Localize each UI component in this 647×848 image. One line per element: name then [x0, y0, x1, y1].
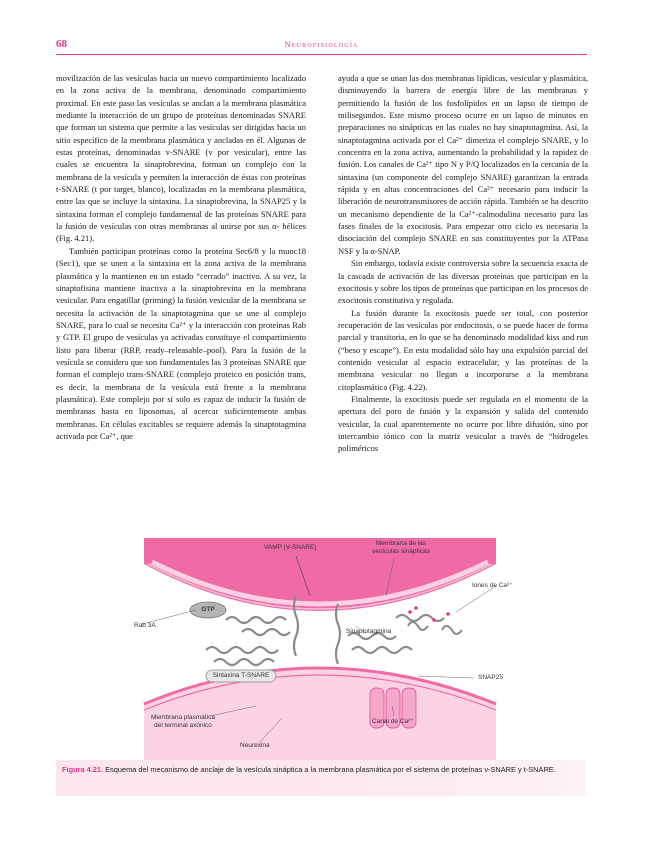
figure-4-21 [56, 538, 586, 760]
label-synaptotagmin: Sinaptotagmina [346, 628, 392, 635]
caption-tag: Figura 4.21. [62, 765, 104, 774]
label-syntaxin: Sintaxina T-SNARE [212, 672, 270, 679]
synaptic-vesicle [144, 538, 496, 611]
label-line: Membrana plasmática [151, 714, 215, 721]
page-number: 68 [56, 38, 67, 50]
running-title: Neurofisiología [284, 39, 359, 49]
snare-diagram [56, 538, 586, 760]
left-column [56, 72, 306, 442]
paragraph: La fusión durante la exocitosis puede ser total, con posterior recuperación de las vesículas por endocitosis, o se puede hacer de forma parcial y transitoria, en lo que se ha denominado modalidad kiss and run (“beso y escape”). En esta modalidad sólo hay una expulsión parcial del contenido vesicular al espacio extracelular, y las proteínas de la membrana vesicular no llegan a incorporarse a la membrana citoplasmática (Fig. 4.22). [338, 307, 588, 392]
label-neurexin: Neurexina [240, 742, 270, 749]
right-column [338, 72, 588, 455]
label-calcium-ions: Iones de Ca²⁺ [472, 582, 513, 589]
paragraph: movilización de las vesículas hacia un nuevo compartimiento localizado en la zona activa de la membrana, denominado compartimiento proximal. En este paso las vesículas se anclan a la membrana plasmática mediante la interacción de un grupo de proteínas denominadas SNARE que forman un sistema que permite a las vesículas ser dirigidas hacia un sitio específico de la membrana plasmática y ancladas en él. Algunas de estas proteínas, denominadas v-SNARE (v por vesicular), entre las cuales se encuentra la sinaptobrevina, forman un complejo con la membrana de la vesícula y permiten la interacción de éstas con proteínas t-SNARE (t por target, blanco), localizadas en la membrana plasmática, entre las que se incluye la sintaxina. La sinaptobrevina, la SNAP25 y la sintaxina forman el complejo fundamental de las proteínas SNARE para la fusión de vesículas con otras membranas al unirse por sus α- hélices (Fig. 4.21). [56, 73, 306, 244]
label-line: vesículas sinápticas [372, 548, 430, 555]
label-line: del terminal axónico [154, 722, 212, 729]
label-calcium-channel: Canal de Ca²⁺ [372, 718, 414, 725]
label-snap25: SNAP25 [478, 674, 503, 681]
label-vesicle-membrane [366, 540, 436, 556]
label-plasma-membrane [138, 714, 228, 730]
paragraph: ayuda a que se unan las dos membranas lipídicas, vesicular y plasmática, disminuyendo la barrera de energía libre de las membranas y permitiendo la fusión de los fosfolípidos en un lapso de tiempo de milisegundos. Este mismo proceso ocurre en un lapso de minutos en preparaciones no sinápticas en las cuales no hay sinaptotagmina. Así, la sinaptotagmina activada por el Ca²⁺ dimeriza el complejo SNARE, y lo concentra en la zona activa, aumentando la probabilidad y la rapidez de fusión. Los canales de Ca²⁺ tipo N y P/Q localizados en la cercanía de la sintaxina (un componente del complejo SNARE) garantizan la entrada rápida y en altas concentraciones del Ca²⁺ necesario para inducir la liberación de neurotransmisores de acción rápida. También se ha descrito un mecanismo dependiente de la Ca²⁺-calmodulina necesario para las fases finales de la exocitosis. Para empezar otro ciclo es necesaria la disociación del complejo SNARE en sus constituyentes por la ATPasa NSF y la α-SNAP. [338, 73, 588, 256]
synaptotagmin-loops [408, 622, 462, 634]
label-gtp: GTP [201, 606, 215, 613]
caption-text: Esquema del mecanismo de anclaje de la vesícula sináptica a la membrana plasmática por el sistema de proteínas v-SNARE y t-SNARE. [105, 765, 556, 774]
page-header [56, 38, 587, 52]
figure-caption [56, 760, 586, 796]
label-rab3a: Rab 3A [134, 622, 156, 629]
paragraph: También participan proteínas como la proteína Sec6/8 y la munc18 (Sec1), que se unen a la sintaxina en la zona activa de la membrana plasmática y la mantienen en un estado “cerrado” inactivo. A su vez, la sinaptofisina mantiene inactiva a la sinaptobrevina en la membrana vesicular. Para engatillar (priming) la fusión vesicular de la membrana se necesita la activación de la sinaptotagmina que se une al complejo SNARE, para lo cual se necesita Ca²⁺ y la interacción con proteínas Rab y GTP. El grupo de vesículas ya activadas constituye el compartimiento listo para liberar (RRP, ready–releasable–pool). Para la fusión de la vesícula se considera que son fundamentales las 3 proteínas SNARE que forman el complejo trans-SNARE (complejo proteico en posición trans, es decir, la membrana de la vesícula está frente a la membrana plasmática). Este complejo por sí solo es capaz de inducir la fusión de membranas hasta en liposomas, al acercar suficientemente ambas membranas. En células excitables se requiere además la sinaptotagmina activada por Ca²⁺, que [56, 245, 306, 441]
header-rule [56, 54, 587, 55]
paragraph: Finalmente, la exocitosis puede ser regulada en el momento de la apertura del poro de fusión y la expansión y salida del contenido vesicular, la cual aparentemente no ocurre por libre difusión, sino por intercambio iónico con la matriz vesicular a través de “hidrogeles poliméricos [338, 393, 588, 454]
paragraph: Sin embargo, todavía existe controversia sobre la secuencia exacta de la cascada de activación de las diversas proteínas que participan en la exocitosis y sobre los tipos de proteínas que participan en los procesos de exocitosis constitutiva y regulada. [338, 258, 588, 306]
label-vamp: VAMP (V-SNARE) [264, 544, 317, 551]
label-line: Membrana de las [375, 540, 427, 547]
